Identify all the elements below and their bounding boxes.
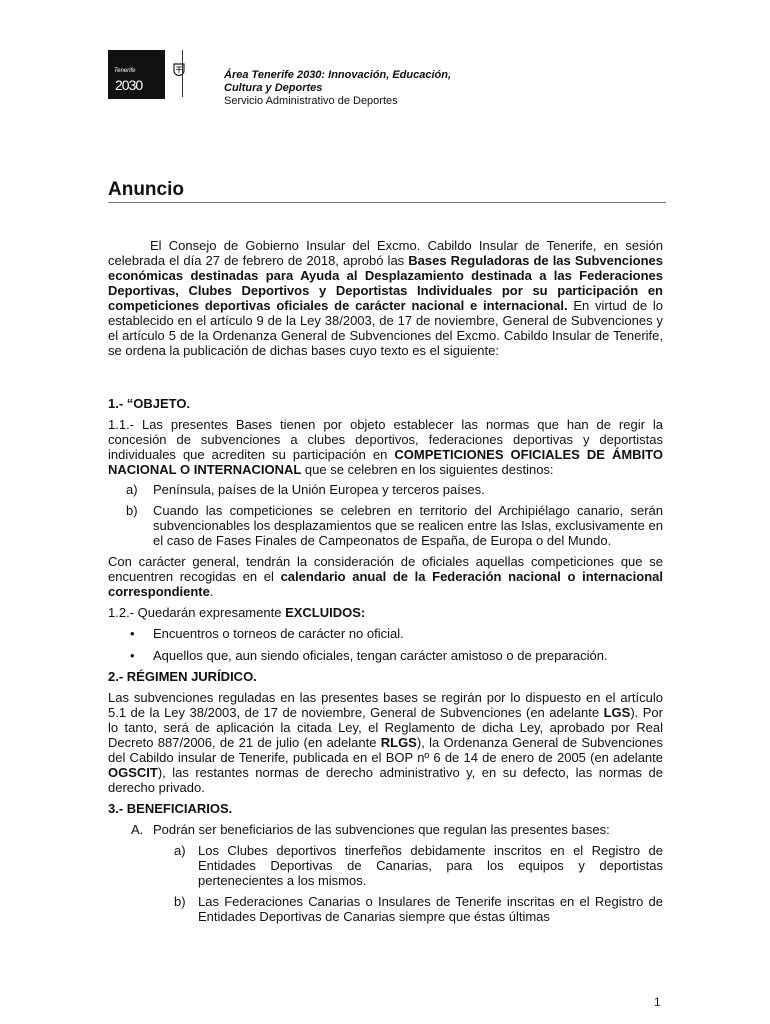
page-number: 1 [654, 995, 661, 1009]
page-title: Anuncio [108, 179, 184, 200]
beneficiary-clubs-text: Los Clubes deportivos tinerfeños debidamente inscritos en el Registro de Entidades Deportivas de Canarias, para los equipos y deportistas pertenecientes a los mismos. [198, 843, 663, 888]
cabildo-crest-icon [173, 63, 185, 76]
s2-bold-ogscit: OGSCIT [108, 765, 158, 780]
intro-paragraph [108, 238, 663, 358]
official-competitions-paragraph [108, 554, 663, 599]
s12-text: 1.2.- Quedarán expresamente [108, 605, 286, 620]
intro-bold: Bases Reguladoras de las Subvenciones económicas destinadas para Ayuda al Desplazamiento destinada a las Federaciones Deportivas, Clubes Deportivos y Deportistas Individuales por su participación en competiciones deportivas oficiales de carácter nacional e internacional. [108, 253, 663, 313]
section-2-paragraph [108, 690, 663, 795]
exclusion-2 [108, 648, 663, 663]
service-name: Servicio Administrativo de Deportes [224, 95, 398, 107]
area-name-line2: Cultura y Deportes [224, 82, 323, 94]
document-header [224, 69, 451, 108]
beneficiaries-a [108, 822, 663, 837]
logo-year: 2030 [115, 77, 143, 93]
s2-text-3: ), la Ordenanza General de Subvenciones del Cabildo insular de Tenerife, publicada en el BOP nº 6 de 14 de enero de 2005 (en adelante [108, 735, 663, 765]
official-bold: calendario anual de la Federación nacional o internacional correspondiente [108, 569, 664, 599]
list-marker: a) [174, 843, 186, 858]
s2-text-2: ). Por lo tanto, será de aplicación la citada Ley, el Reglamento de dicha Ley, aprobado por Real Decreto 887/2006, de 21 de julio (en adelante [108, 705, 663, 750]
bullet-icon: • [130, 648, 135, 663]
list-marker: a) [126, 482, 138, 497]
list-marker: A. [131, 822, 144, 837]
area-name-line1: Área Tenerife 2030: Innovación, Educación, [224, 69, 451, 81]
official-text-a: Con carácter general, tendrán la consideración de oficiales aquellas competiciones que se encuentren recogidas en el [108, 554, 663, 584]
logo-word: Tenerife [114, 68, 136, 74]
list-marker: b) [126, 503, 138, 518]
s11-text-a: 1.1.- Las presentes Bases tienen por objeto establecer las normas que han de regir la concesión de subvenciones a clubes deportivos, federaciones deportivas y deportistas individuales que acrediten su participación en [108, 417, 663, 462]
header-divider [182, 50, 183, 97]
tenerife-2030-logo [108, 50, 185, 100]
list-marker: b) [174, 894, 186, 909]
destination-a [108, 482, 663, 497]
beneficiary-clubs [108, 843, 663, 888]
section-3-heading: 3.- BENEFICIARIOS. [108, 801, 233, 816]
official-text-c: . [209, 584, 214, 599]
document-body [108, 238, 663, 924]
s11-text-c: que se celebren en los siguientes destinos: [301, 462, 554, 477]
exclusion-1 [108, 626, 663, 641]
s12-bold: EXCLUIDOS: [285, 605, 366, 620]
bullet-icon: • [130, 626, 135, 641]
intro-text-1: El Consejo de Gobierno Insular del Excmo. Cabildo Insular de Tenerife, en sesión celebrada el día 27 de febrero de 2018, aprobó las [108, 238, 663, 268]
destination-b [108, 503, 663, 548]
s2-bold-rlgs: RLGS [380, 735, 417, 750]
destination-b-text: Cuando las competiciones se celebren en territorio del Archipiélago canario, serán subvencionables los desplazamientos que se realicen entre las Islas, exclusivamente en el caso de Fases Finales de Campeonatos de España, de Europa o del Mundo. [153, 503, 663, 548]
title-underline [108, 202, 666, 203]
intro-text-2: En virtud de lo establecido en el artículo 9 de la Ley 38/2003, de 17 de noviembre, General de Subvenciones y el artículo 5 de la Ordenanza General de Subvenciones del Excmo. Cabildo Insular de Tenerife, se ordena la publicación de dichas bases cuyo texto es el siguiente: [108, 298, 663, 358]
beneficiary-federations [108, 894, 663, 924]
s2-text-1: Las subvenciones reguladas en las presentes bases se regirán por lo dispuesto en el artículo 5.1 de la Ley 38/2003, de 17 de noviembre, General de Subvenciones (en adelante [108, 690, 663, 720]
beneficiary-federations-text: Las Federaciones Canarias o Insulares de Tenerife inscritas en el Registro de Entidades Deportivas de Canarias siempre que éstas últimas [198, 894, 663, 924]
destination-a-text: Península, países de la Unión Europea y terceros países. [153, 482, 485, 497]
logo-box [108, 50, 165, 99]
exclusion-1-text: Encuentros o torneos de carácter no oficial. [153, 626, 404, 641]
s11-bold: COMPETICIONES OFICIALES DE ÁMBITO NACIONAL O INTERNACIONAL [108, 447, 663, 477]
section-1-heading: 1.- “OBJETO. [108, 396, 191, 411]
section-1-2-paragraph [108, 605, 663, 620]
section-2-heading: 2.- RÉGIMEN JURÍDICO. [108, 669, 257, 684]
s2-bold-lgs: LGS [603, 705, 631, 720]
exclusion-2-text: Aquellos que, aun siendo oficiales, tengan carácter amistoso o de preparación. [153, 648, 608, 663]
beneficiaries-a-text: Podrán ser beneficiarios de las subvenciones que regulan las presentes bases: [153, 822, 610, 837]
s2-text-4: ), las restantes normas de derecho administrativo y, en su defecto, las normas de derecho privado. [108, 765, 663, 795]
section-1-1-paragraph [108, 417, 663, 477]
